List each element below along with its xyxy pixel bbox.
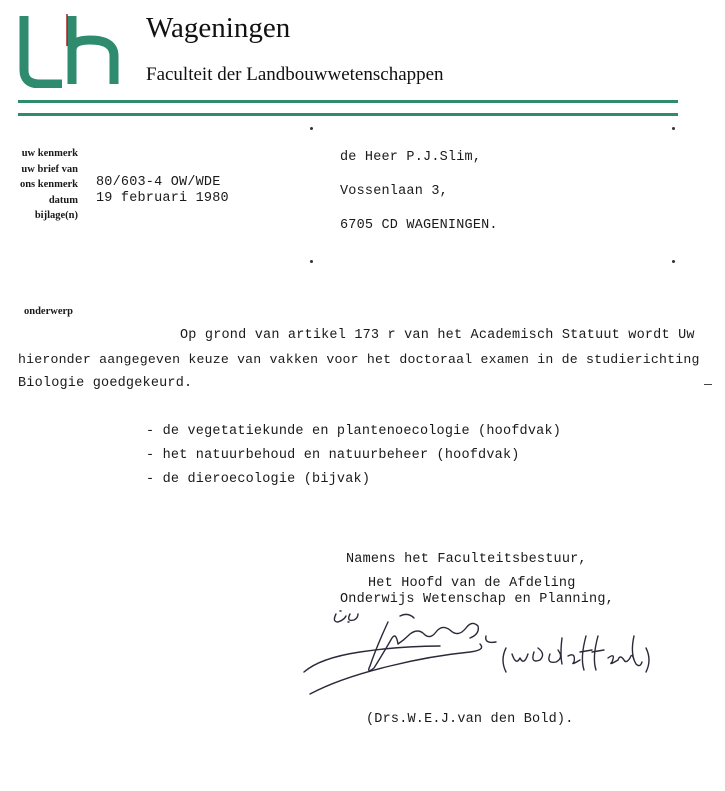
label-uw-kenmerk: uw kenmerk [21, 148, 78, 159]
body-line-3: Biologie goedgekeurd. [18, 376, 193, 391]
label-datum: datum [48, 194, 78, 206]
label-uw-brief-van: uw brief van [21, 163, 78, 175]
reference-labels [8, 146, 78, 224]
letterhead-rule-bottom [18, 113, 678, 116]
fold-mark [672, 260, 675, 263]
subject-item: - de dieroecologie (bijvak) [146, 472, 371, 487]
fold-mark [310, 260, 313, 263]
signatory-name: (Drs.W.E.J.van den Bold). [366, 712, 574, 727]
label-bijlagen: bijlage(n) [34, 210, 78, 221]
margin-tick [704, 384, 712, 385]
subject-item: - het natuurbehoud en natuurbeheer (hoofdvak) [146, 448, 520, 463]
recipient-street: Vossenlaan 3, [340, 184, 448, 199]
closing-line-1: Namens het Faculteitsbestuur, [346, 552, 587, 567]
subject-item: - de vegetatiekunde en plantenoecologie (hoofdvak) [146, 424, 562, 439]
body-line-1: Op grond van artikel 173 r van het Academisch Statuut wordt Uw [180, 328, 695, 343]
recipient-name: de Heer P.J.Slim, [340, 150, 482, 165]
fold-mark [672, 127, 675, 130]
subject-label: onderwerp [24, 306, 73, 317]
handwritten-signature [300, 608, 660, 700]
ons-kenmerk-value: 80/603-4 OW/WDE [96, 175, 221, 190]
faculty-name: Faculteit der Landbouwwetenschappen [146, 64, 444, 85]
closing-line-3: Onderwijs Wetenschap en Planning, [340, 592, 614, 607]
recipient-city: 6705 CD WAGENINGEN. [340, 218, 498, 233]
reference-values [96, 175, 229, 207]
closing-line-2: Het Hoofd van de Afdeling [368, 576, 576, 591]
datum-value: 19 februari 1980 [96, 191, 229, 206]
fold-mark [310, 127, 313, 130]
letterhead-rule-top [18, 100, 678, 103]
university-logo [14, 12, 126, 88]
label-ons-kenmerk: ons kenmerk [19, 179, 78, 190]
body-line-2: hieronder aangegeven keuze van vakken voor het doctoraal examen in de studierichting [18, 352, 700, 367]
institution-name: Wageningen [146, 12, 291, 44]
recipient-address [340, 150, 670, 240]
